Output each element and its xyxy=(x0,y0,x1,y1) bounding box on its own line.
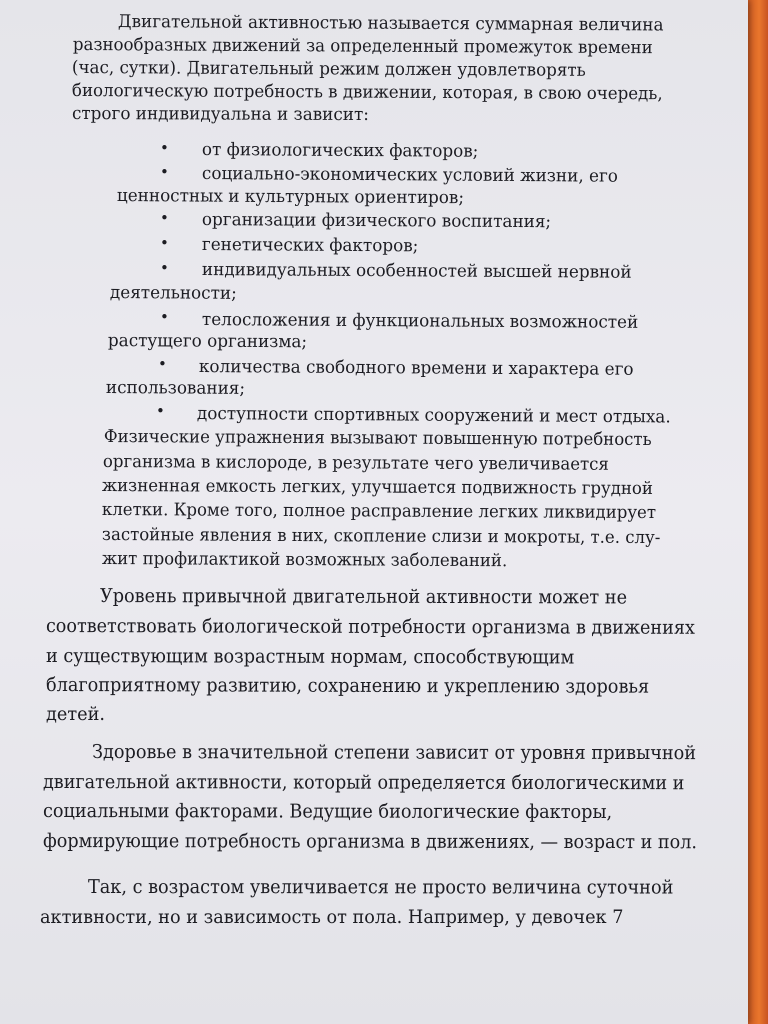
text-line: детей. xyxy=(46,703,105,725)
text-line: соответствовать биологической потребности организма в движениях xyxy=(45,615,695,639)
list-item: доступности спортивных сооружений и мест отдыха. xyxy=(196,404,671,428)
text-line: жизненная емкость легких, улучшается подвижность грудной xyxy=(101,476,653,500)
text-line: разнообразных движений за определенный промежуток времени xyxy=(72,35,653,59)
bullet-marker: • xyxy=(160,139,169,157)
text-line: (час, сутки). Двигательный режим должен удовлетворять xyxy=(71,58,586,81)
bullet-marker: • xyxy=(160,234,169,252)
text-line: Физические упражнения вызывают повышенную потребность xyxy=(103,427,652,451)
text-line: Двигательной активностью называется суммарная величина xyxy=(117,12,664,36)
list-item: организации физического воспитания; xyxy=(201,210,552,233)
list-item: количества свободного времени и характера его xyxy=(198,357,634,380)
text-line: клетки. Кроме того, полное расправление легких ликвидирует xyxy=(101,500,657,524)
list-item-continuation: ценностных и культурных ориентиров; xyxy=(116,186,465,209)
bullet-marker: • xyxy=(160,259,169,277)
list-item: индивидуальных особенностей высшей нервной xyxy=(201,260,632,283)
bullet-marker: • xyxy=(160,308,169,326)
text-line: формирующие потребность организма в движениях, — возраст и пол. xyxy=(42,830,697,854)
text-line: Так, с возрастом увеличивается не просто величина суточной xyxy=(87,876,674,899)
bullet-marker: • xyxy=(158,355,167,373)
bullet-marker: • xyxy=(156,402,165,420)
text-line: социальными факторами. Ведущие биологические факторы, xyxy=(42,800,613,824)
bullet-marker: • xyxy=(160,209,169,227)
text-line: и существующим возрастным нормам, способствующим xyxy=(45,645,575,669)
text-line: жит профилактикой возможных заболеваний. xyxy=(101,549,508,572)
text-line: Здоровье в значительной степени зависит от уровня привычной xyxy=(91,741,697,765)
list-item: социально-экономических условий жизни, его xyxy=(201,164,618,187)
text-line: благоприятному развитию, сохранению и укреплению здоровья xyxy=(45,674,650,698)
text-line: Уровень привычной двигательной активности может не xyxy=(99,585,628,609)
list-item-continuation: деятельности; xyxy=(109,283,237,304)
background-surface xyxy=(746,0,768,1024)
list-item-continuation: растущего организма; xyxy=(107,331,308,353)
text-line: биологическую потребность в движении, которая, в свою очередь, xyxy=(71,81,663,105)
list-item: от физиологических факторов; xyxy=(201,140,479,162)
text-line: активности, но и зависимость от пола. Например, у девочек 7 xyxy=(40,906,624,928)
text-line: строго индивидуальна и зависит: xyxy=(71,104,369,126)
list-item: телосложения и функциональных возможностей xyxy=(201,310,639,333)
list-item: генетических факторов; xyxy=(201,235,419,257)
text-line: двигательной активности, который определяется биологическими и xyxy=(42,771,685,795)
list-item-continuation: использования; xyxy=(105,378,246,399)
text-line: застойные явления в них, скопление слизи и мокроты, т.е. слу- xyxy=(101,525,661,549)
text-line: организма в кислороде, в результате чего увеличивается xyxy=(102,452,609,475)
bullet-marker: • xyxy=(160,163,169,181)
